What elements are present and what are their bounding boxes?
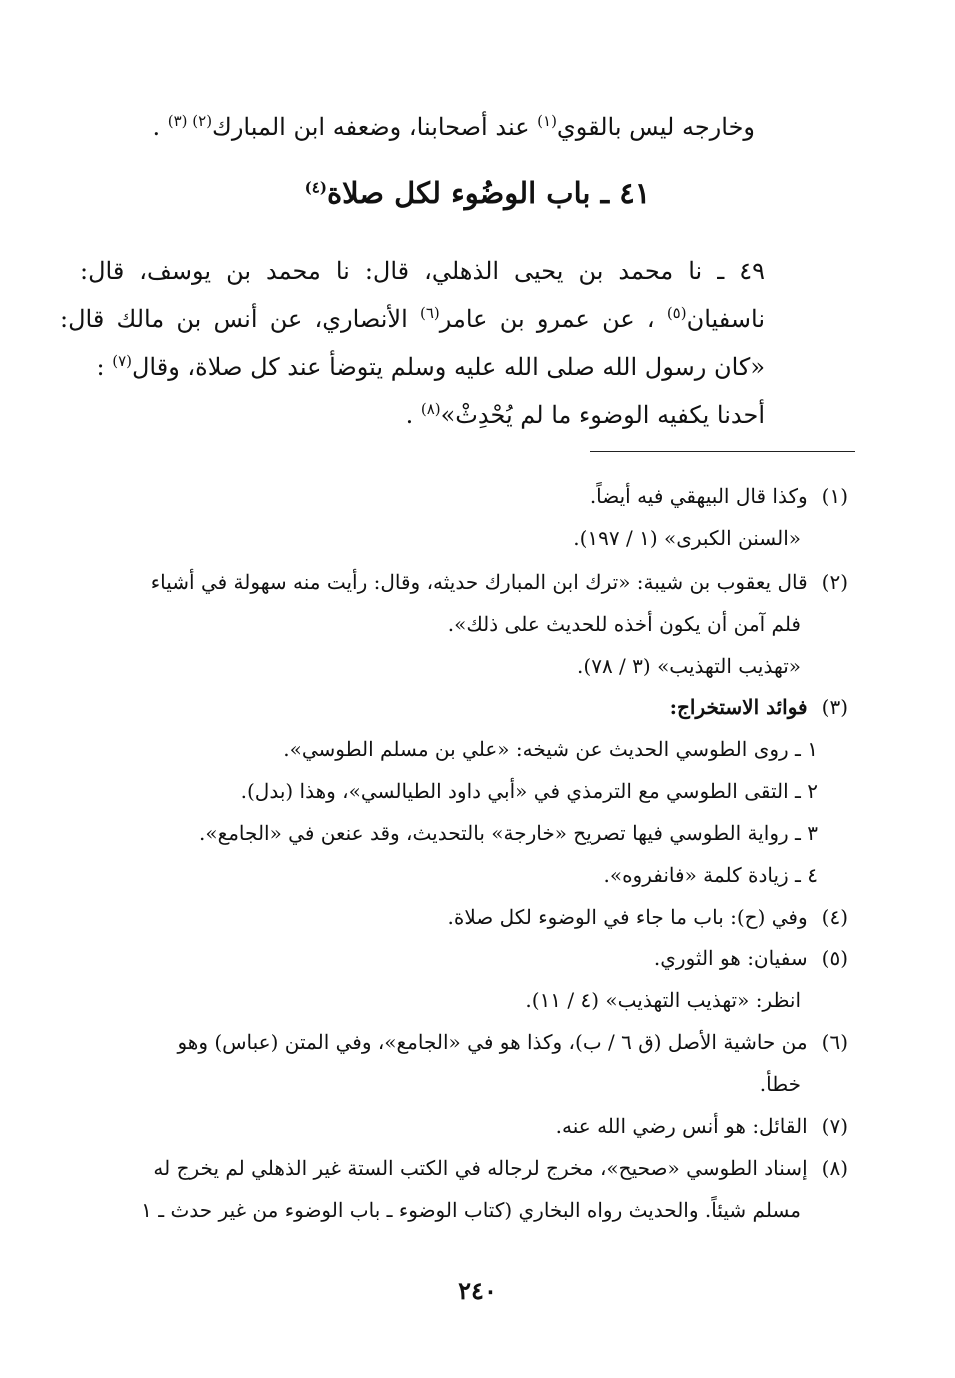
hadith-text: «كان رسول الله صلى الله عليه وسلم يتوضأ عند كل صلاة، وقال (131, 353, 765, 381)
intro-line (152, 113, 755, 141)
footnote-text: إسناد الطوسي «صحيح»، مخرج لرجاله في الكتب الستة غير الذهلي لم يخرج له (153, 1156, 808, 1180)
footnote-8-line-2: مسلم شيئاً. والحديث رواه البخاري (كتاب الوضوء ـ باب الوضوء من غير حدث ـ ١ (141, 1198, 801, 1222)
footnote-1-ref: «السنن الكبرى» (١ / ١٩٧). (573, 526, 801, 550)
footnote-number: (٥) (821, 946, 848, 970)
footnote-ref-8: (٨) (420, 400, 441, 418)
hadith-text: : (96, 353, 113, 381)
footnote-number: (٢) (821, 570, 848, 594)
hadith-line-1: ٤٩ ـ نا محمد بن يحيى الذهلي، قال: نا محمد بن يوسف، قال: (80, 257, 765, 285)
chapter-heading-text: ٤١ ـ باب الوضُوء لكل صلاة (326, 176, 651, 210)
intro-text-2: عند أصحابنا، وضعفه ابن المبارك (212, 113, 538, 141)
footnote-number: (٧) (821, 1114, 848, 1138)
hadith-text: الأنصاري، عن أنس بن مالك قال: (60, 305, 420, 333)
footnote-8 (153, 1156, 848, 1180)
footnote-text: وكذا قال البيهقي فيه أيضاً. (589, 484, 808, 508)
footnote-7 (556, 1114, 848, 1138)
footnote-4 (447, 905, 848, 929)
footnote-separator (590, 451, 855, 452)
footnote-number: (٨) (821, 1156, 848, 1180)
footnote-3-item-3: ٣ ـ رواية الطوسي فيها تصريح «خارجة» بالتحديث، وقد عنعن في «الجامع». (198, 821, 818, 845)
footnote-3 (670, 695, 848, 719)
footnote-6-line-2: خطأ. (759, 1072, 801, 1096)
footnote-ref-7: (٧) (112, 352, 132, 370)
footnote-ref-5: (٥) (666, 304, 687, 322)
footnote-2 (151, 570, 848, 594)
intro-text: وخارجه ليس بالقوي (556, 113, 755, 141)
footnote-number: (٦) (821, 1030, 848, 1054)
intro-text-3: . (152, 113, 168, 141)
hadith-line-4 (406, 401, 765, 429)
footnote-text: قال يعقوب بن شيبة: «ترك ابن المبارك حديثه، وقال: رأيت منه سهولة في أشياء (150, 570, 808, 594)
hadith-text: ، عن عمرو بن عامر (439, 305, 667, 333)
footnote-3-item-4: ٤ ـ زيادة كلمة «فانفروه». (603, 863, 818, 887)
footnote-3-item-1: ١ ـ روى الطوسي الحديث عن شيخه: «علي بن مسلم الطوسي». (283, 737, 818, 761)
page-number: ٢٤٠ (458, 1276, 497, 1305)
footnote-3-item-2: ٢ ـ التقى الطوسي مع الترمذي في «أبي داود الطيالسي»، وهذا (بدل). (240, 779, 818, 803)
footnote-text: من حاشية الأصل (ق ٦ / ب)، وكذا هو في «الجامع»، وفي المتن (عباس) وهو (177, 1030, 808, 1054)
footnote-ref-6: (٦) (419, 304, 440, 322)
footnote-6 (177, 1030, 848, 1054)
footnote-5 (654, 946, 848, 970)
footnote-ref-2-3: (٢) (٣) (167, 112, 213, 130)
chapter-heading (0, 176, 955, 210)
footnote-1 (590, 484, 848, 508)
footnote-2-line-2: فلم آمن أن يكون أخذه للحديث على ذلك». (447, 612, 801, 636)
footnote-ref-1: (١) (537, 112, 557, 130)
hadith-text: ناسفيان (686, 305, 766, 333)
hadith-line-2 (60, 305, 765, 333)
footnote-5-ref: انظر: «تهذيب التهذيب» (٤ / ١١). (525, 988, 801, 1012)
footnote-number: (١) (821, 484, 848, 508)
footnote-2-ref: «تهذيب التهذيب» (٣ / ٧٨). (577, 654, 801, 678)
footnote-number: (٣) (821, 695, 848, 719)
footnote-text: القائل: هو أنس رضي الله عنه. (555, 1114, 808, 1138)
hadith-text: أحدنا يكفيه الوضوء ما لم يُحْدِثْ» (440, 401, 765, 429)
footnote-text: سفيان: هو الثوري. (653, 946, 808, 970)
footnote-title: فوائد الاستخراج: (669, 695, 808, 719)
hadith-line-3 (96, 353, 765, 381)
footnote-number: (٤) (821, 905, 848, 929)
footnote-ref-4: (٤) (304, 178, 327, 197)
footnote-text: وفي (ح): باب ما جاء في الوضوء لكل صلاة. (447, 905, 808, 929)
hadith-text: . (405, 401, 421, 429)
